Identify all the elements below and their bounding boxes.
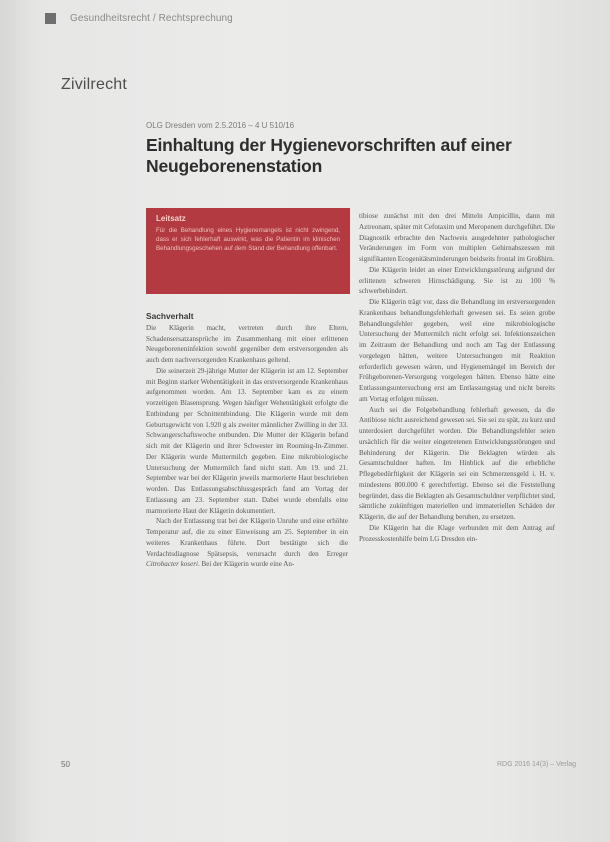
section-title: Zivilrecht (61, 76, 128, 93)
paragraph: Die seinerzeit 29-jährige Mutter der Klägerin ist am 12. September mit Beginn starker Wehentätigkeit in das erstversorgende Krankenhaus aufgenommen worden. Am 13. September kam es zu einem vorzeitigen Blasensprung. Wegen häufiger Wehentätigkeit erfolgte die Entbindung per Schnittentbindung. Die Klägerin wurde mit dem Geburtsgewicht von 1.920 g als zweiter männlicher Zwilling in der 33. Schwangerschaftswoche entbunden. Die Mutter der Klägerin befand sich mit der Klägerin und ihrer Schwester im Rooming-In-Zimmer. Der Klägerin wurde Muttermilch gegeben. Eine mikrobiologische Untersuchung der Muttermilch fand nicht statt. Am 19. und 21. September war bei der Klägerin jeweils marmorierte Haut beschrieben worden. Das Entlassungsabschlussgespräch fand am Vortag der Entlassung am 23. September statt. Dabei wurde ebenfalls eine marmorierte Haut der Klägerin dokumentiert. (146, 366, 348, 515)
right-column (359, 211, 555, 544)
court-reference: OLG Dresden vom 2.5.2016 – 4 U 510/16 (146, 121, 295, 130)
paragraph: Die Klägerin hat die Klage verbunden mit dem Antrag auf Prozesskostenhilfe beim LG Dresden ein- (359, 523, 555, 543)
paragraph: Auch sei die Folgebehandlung fehlerhaft gewesen, da die Antibiose nicht ausreichend gewesen sei. Sie sei zu spät, zu kurz und unterdosiert durchgeführt worden. Die Behandlungsfehler seien ursächlich für die weiter eingetretenen Entwicklungsstörungen und Behinderung der Klägerin. Die Beklagten würden als Gesamtschuldner haften. Im Hinblick auf die erhebliche Pflegebedürftigkeit der Klägerin sei ein Schmerzensgeld i. H. v. mindestens 800.000 € gerechtfertigt. Ebenso sei die Feststellung begründet, dass die Beklagten als Gesamtschuldner verpflichtet sind, sämtliche zukünftigen materiellen und immateriellen Schäden der Klägerin, die auf der Behandlung beruhen, zu ersetzen. (359, 405, 556, 521)
journal-footer: RDG 2016 14(3) – Verlag (497, 761, 576, 768)
paragraph: tibiose zunächst mit den drei Mitteln Ampicillin, dann mit Aztreonam, später mit Cefotaxim und Meropenem durchgeführt. Die Diagnostik erbrachte den Nachweis ausgedehnter pathologischer Veränderungen im Form von multiplen Gehirnabszessen mit signifikanten Ecogenitätsminderungen beidseits frontal im Großhirn. (359, 212, 555, 263)
paragraph (146, 516, 348, 570)
paragraph: Die Klägerin leidet an einer Entwicklungsstörung aufgrund der erlittenen schweren Hirnschädigung. Sie ist zu 100 % schwerbehindert. (359, 265, 555, 296)
left-column (146, 311, 348, 570)
leitsatz-text: Für die Behandlung eines Hygienemangels ist nicht zwingend, dass er sich fehlerhaft auswirkt, was die Patientin im klinischen Behandlungsgeschehen auf dem Stand der Behandlung offenbart. (156, 227, 340, 252)
leitsatz-box (146, 208, 350, 294)
paragraph: Die Klägerin trägt vor, dass die Behandlung im erstversorgenden Krankenhaus behandlungsfehlerhaft gewesen sei. Es seien grobe Behandlungsfehler gegeben, weil eine mikrobiologische Untersuchung der Muttermilch nicht erfolgt sei. Infektionszeichen im Zeitraum der Behandlung und noch am Tag der Entlassung vorgelegen hätten, weitere Untersuchungen mit Reaktion erforderlich gewesen wären, und Hygienemängel im Bereich der Frühgeborenen-Versorgung vorgelegen hätten. Ebenso hätte eine Entlassungsuntersuchung erst am Entlassungstag und nicht bereits am Vortag erfolgen müssen. (359, 298, 555, 403)
pathogen-name: Citrobacter koseri (146, 560, 198, 569)
running-header-text: Gesundheitsrecht / Rechtsprechung (70, 12, 233, 24)
leitsatz-heading: Leitsatz (156, 214, 186, 223)
article-title: Einhaltung der Hygienevorschriften auf einer Neugeborenenstation (146, 135, 512, 176)
page-number: 50 (61, 760, 70, 769)
paragraph: Die Klägerin macht, vertreten durch ihre Eltern, Schadensersatzansprüche im Zusammenhang mit einer erlittenen Neugeboreneninfektion sowohl gegenüber dem erstversorgenden als auch dem nachversorgenden Krankenhaus geltend. (146, 323, 348, 364)
section-square-icon (45, 13, 56, 24)
paragraph-text: Nach der Entlassung trat bei der Klägerin Unruhe und eine erhöhte Temperatur auf, die zu einer Einweisung am 25. September in ein weiteres Krankenhaus führte. Dort bestätigte sich die Verdachtsdiagnose Spätsepsis, verursacht durch den Erreger (146, 517, 348, 558)
paragraph-tail: . Bei der Klägerin wurde eine An- (197, 560, 295, 569)
running-header (45, 9, 233, 27)
sachverhalt-heading: Sachverhalt (146, 311, 194, 321)
